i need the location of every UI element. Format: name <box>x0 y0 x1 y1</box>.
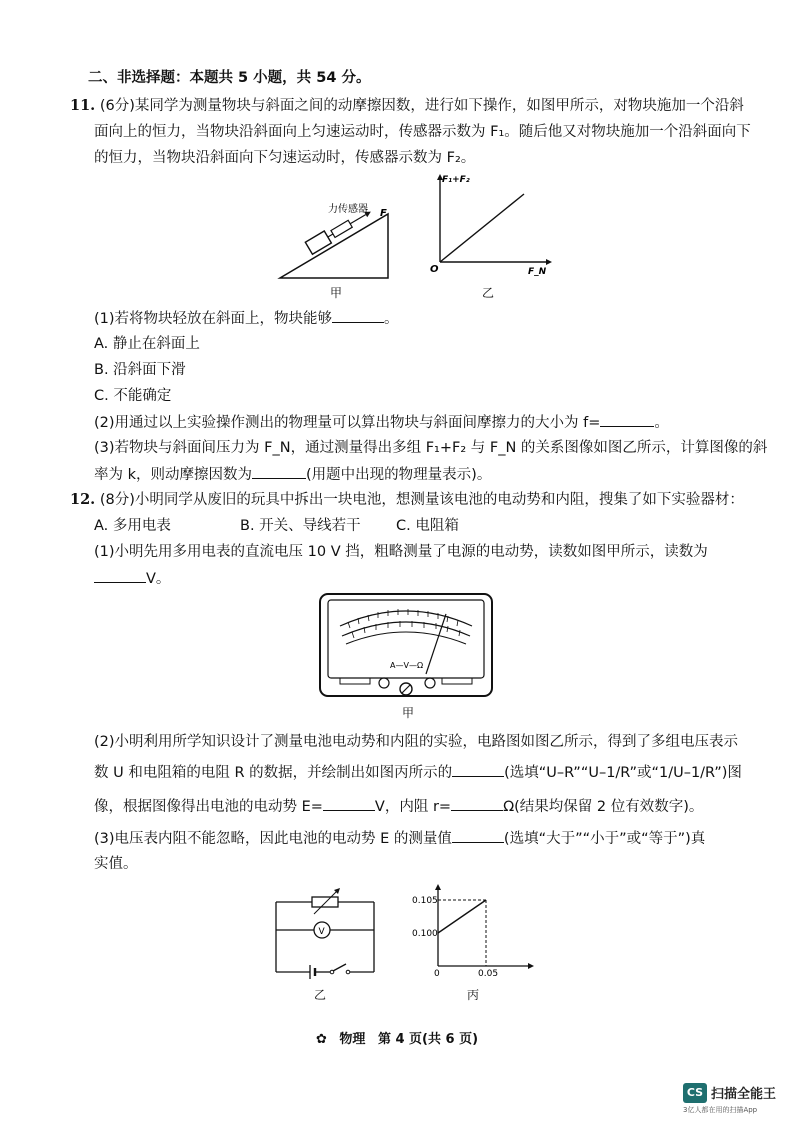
fig-b-caption: 乙 <box>482 286 495 300</box>
q12-number: 12. <box>70 491 96 508</box>
graph-c-caption: 丙 <box>467 988 480 1002</box>
answer-blank-8[interactable] <box>452 828 504 843</box>
q12-part3-line2: 实值。 <box>94 856 138 872</box>
answer-blank-1[interactable] <box>332 308 384 323</box>
q12-option-b: B. 开关、导线若干 <box>240 518 361 534</box>
q11-part1-text: (1)若将物块轻放在斜面上，物块能够 <box>94 311 333 327</box>
graph-line <box>440 194 524 262</box>
q12-part2-text: 数 U 和电阻箱的电阻 R 的数据，并绘制出如图丙所示的 <box>94 765 453 781</box>
answer-blank-3[interactable] <box>252 464 306 479</box>
scanner-logo: CS <box>683 1083 707 1103</box>
resistance-box <box>312 897 338 907</box>
force-sensor <box>331 220 352 237</box>
origin-label: O <box>430 264 439 275</box>
q11-part2-end: 。 <box>654 415 669 431</box>
x-axis-label: F_N <box>528 267 547 277</box>
q12-part2-line2 <box>94 762 742 783</box>
q12-part3-options: (选填“大于”“小于”或“等于”)真 <box>503 831 706 847</box>
q11-part3-line1: (3)若物块与斜面间压力为 F_N，通过测量得出多组 F₁+F₂ 与 F_N 的关系图像如图乙所示，计算图像的斜 <box>94 440 768 456</box>
q12-part3-text: (3)电压表内阻不能忽略，因此电池的电动势 E 的测量值 <box>94 831 452 847</box>
y-tick-label-0100: 0.100 <box>412 929 438 939</box>
answer-blank-7[interactable] <box>451 796 503 811</box>
q12-part1-line1: (1)小明先用多用电表的直流电压 10 V 挡，粗略测量了电源的电动势，读数如图甲所示，读数为 <box>94 544 708 560</box>
answer-blank-6[interactable] <box>323 796 375 811</box>
q12-part1-unit: V。 <box>146 571 171 587</box>
q12-part1-line2 <box>94 568 170 589</box>
y-axis-label: F₁+F₂ <box>442 175 470 185</box>
circuit-caption: 乙 <box>314 988 327 1002</box>
q12-part2-unit: Ω(结果均保留 2 位有效数字)。 <box>503 799 704 815</box>
meter-caption: 甲 <box>402 706 415 720</box>
q12-option-c: C. 电阻箱 <box>396 518 459 534</box>
q11-line1 <box>70 96 744 116</box>
circuit-diagram <box>270 884 380 980</box>
subject-icon: ✿ <box>315 1032 327 1047</box>
x-tick-label-0: 0 <box>434 969 440 979</box>
page-footer <box>0 1028 794 1047</box>
answer-blank-5[interactable] <box>452 762 504 777</box>
q12-part2-emf: 像，根据图像得出电池的电动势 E= <box>94 799 323 815</box>
answer-blank-4[interactable] <box>94 568 146 583</box>
q12-option-a: A. 多用电表 <box>94 518 171 534</box>
incline-figure <box>270 196 400 296</box>
q11-line3: 的恒力，当物块沿斜面向下匀速运动时，传感器示数为 F₂。 <box>94 150 476 166</box>
fig-a-caption: 甲 <box>330 286 343 300</box>
voltmeter-label: V <box>318 927 325 937</box>
q11-part2-text: (2)用通过以上实验操作测出的物理量可以算出物块与斜面间摩擦力的大小为 f= <box>94 415 601 431</box>
answer-blank-2[interactable] <box>600 412 654 427</box>
x-tick-label-005: 0.05 <box>478 969 499 979</box>
force-label: F <box>380 208 387 219</box>
q11-part3-end: (用题中出现的物理量表示)。 <box>306 467 492 483</box>
meter-label: A—V—Ω <box>390 661 424 670</box>
q12-line1 <box>70 490 744 510</box>
q12-part2-line3 <box>94 796 703 817</box>
y-tick-label-0105: 0.105 <box>412 896 438 906</box>
q11-number: 11. <box>70 97 96 114</box>
scanner-subtitle: 3亿人都在用的扫描App <box>683 1106 758 1114</box>
q11-part2 <box>94 412 669 433</box>
q11-line2: 面向上的恒力，当物块沿斜面向上匀速运动时，传感器示数为 F₁。随后他又对物块施加一个沿斜面向下 <box>94 124 751 140</box>
q12-part2-options: (选填“U–R”“U–1/R”或“1/U–1/R”)图 <box>504 765 742 781</box>
q12-part2-line1: (2)小明利用所学知识设计了测量电池电动势和内阻的实验，电路图如图乙所示，得到了多组电压表示 <box>94 734 739 750</box>
q11-part3-text: 率为 k，则动摩擦因数为 <box>94 467 253 483</box>
q11-part1-end: 。 <box>384 311 399 327</box>
switch <box>333 964 346 971</box>
graph-c <box>410 878 540 980</box>
f-vs-fn-graph <box>424 170 554 280</box>
q11-option-a: A. 静止在斜面上 <box>94 336 200 352</box>
q11-part3-line2 <box>94 464 491 485</box>
series-line <box>438 900 486 933</box>
q11-option-c: C. 不能确定 <box>94 388 172 404</box>
q12-part2-r: V，内阻 r= <box>374 799 452 815</box>
q11-text1: (6分)某同学为测量物块与斜面之间的动摩擦因数，进行如下操作，如图甲所示，对物块施加一个沿斜 <box>99 98 744 114</box>
multimeter-figure <box>318 592 494 700</box>
footer-page: 第 4 页(共 6 页) <box>377 1032 479 1047</box>
footer-subject: 物理 <box>339 1032 366 1047</box>
q11-option-b: B. 沿斜面下滑 <box>94 362 186 378</box>
scanner-title: 扫描全能王 <box>711 1087 777 1102</box>
sensor-label: 力传感器 <box>328 204 368 215</box>
block <box>305 231 331 254</box>
q12-part3-line1 <box>94 828 705 849</box>
section-heading: 二、非选择题：本题共 5 小题，共 54 分。 <box>88 70 371 86</box>
q12-text1: (8分)小明同学从废旧的玩具中拆出一块电池，想测量该电池的电动势和内阻，搜集了如下实验器材： <box>99 492 744 508</box>
q11-part1 <box>94 308 399 329</box>
